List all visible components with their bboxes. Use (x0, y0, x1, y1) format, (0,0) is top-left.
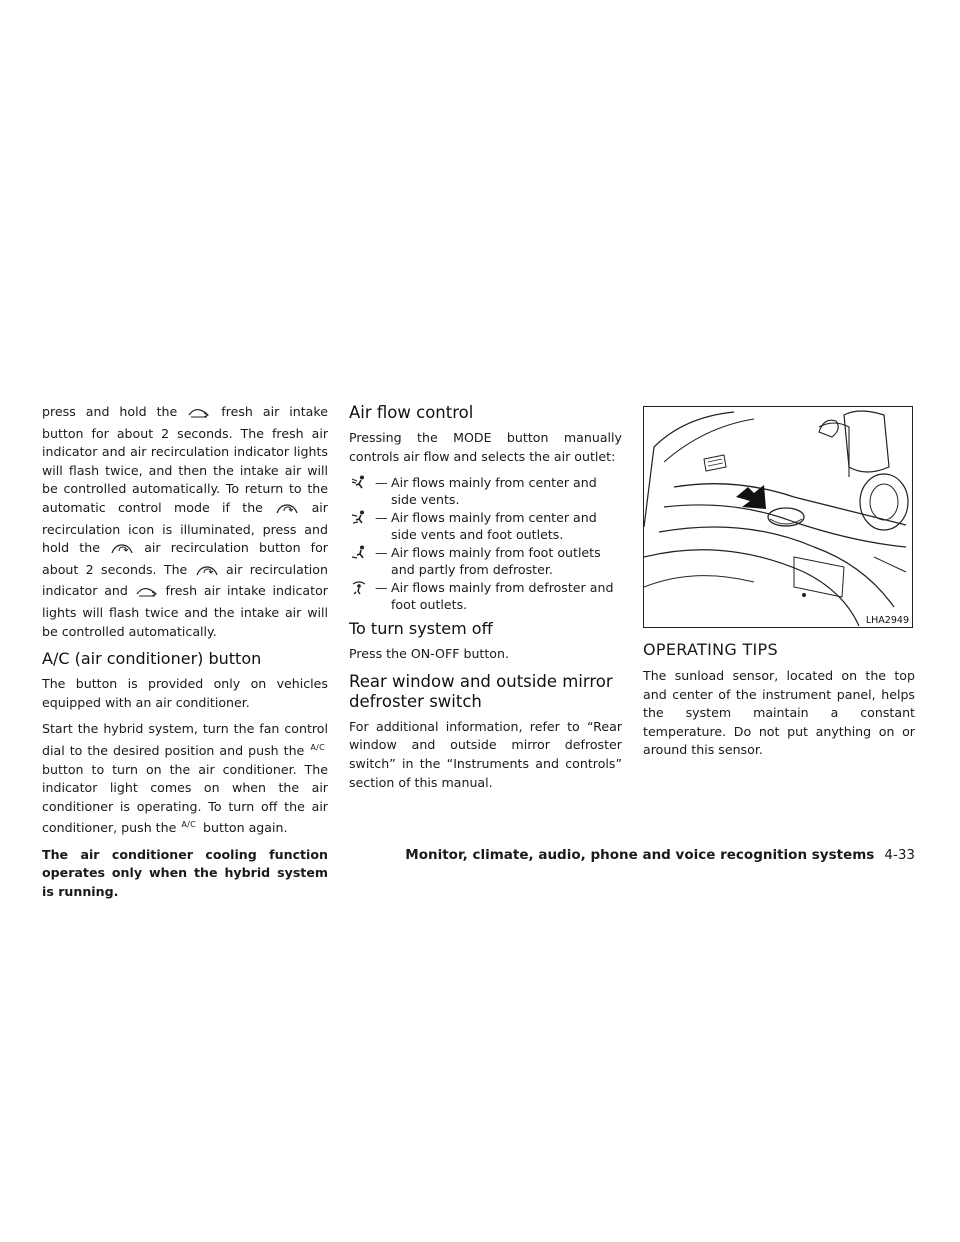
list-item (349, 579, 622, 613)
page-number: 4-33 (884, 847, 915, 863)
text-fragment: air recirculation icon is illuminated, press and hold the (42, 499, 328, 556)
sunload-sensor-figure (643, 406, 913, 628)
column-left (42, 403, 328, 910)
text-fragment: Start the hybrid system, turn the fan control dial to the desired position and push the (42, 721, 328, 758)
intake-paragraph (42, 403, 328, 641)
figure-label: LHA2949 (865, 615, 909, 626)
list-item (349, 544, 622, 578)
foot-mode-icon (349, 544, 375, 578)
text-fragment: air recirculation indicator and (42, 561, 328, 599)
column-right (643, 403, 915, 768)
air-recirculation-icon (196, 564, 218, 583)
mode-description: Air flows mainly from defroster and foot outlets. (391, 580, 614, 613)
airflow-heading: Air flow control (349, 403, 474, 422)
vent-mode-icon (349, 474, 375, 508)
list-item (349, 474, 622, 508)
mode-description: Air flows mainly from center and side vents and foot outlets. (391, 510, 597, 543)
off-text: Press the ON-OFF button. (349, 646, 509, 662)
defrost-foot-mode-icon (349, 579, 375, 613)
fresh-air-icon (136, 585, 158, 604)
ac-icon: A/C (310, 742, 325, 752)
text-fragment: fresh air intake button for about 2 seconds. The fresh air indicator and air recirculation indicator lights will flash twice, and then the intake air will be controlled automatically. To return to the automatic control mode if the (42, 404, 328, 515)
column-middle (349, 403, 622, 800)
mode-description: Air flows mainly from foot outlets and partly from defroster. (391, 545, 601, 578)
airflow-mode-list (349, 474, 622, 613)
text-fragment: button to turn on the air conditioner. The indicator light comes on when the air conditioner is operating. To turn off the air conditioner, push the (42, 761, 328, 836)
rear-defroster-text: For additional information, refer to “Rear window and outside mirror defroster switch” in the “Instruments and controls” section of this manual. (349, 718, 622, 790)
dash: — (375, 580, 388, 596)
bi-level-mode-icon (349, 509, 375, 543)
dash: — (375, 475, 388, 491)
ac-heading: A/C (air conditioner) button (42, 649, 262, 669)
dash: — (375, 510, 388, 526)
page-footer (405, 847, 915, 863)
text-fragment: fresh air intake indicator lights will flash twice and the intake air will be controlled automatically. (42, 583, 328, 639)
footer-section-title: Monitor, climate, audio, phone and voice recognition systems (405, 847, 875, 863)
text-fragment: button again. (203, 820, 288, 836)
air-recirculation-icon (111, 542, 133, 561)
operating-tips-heading: OPERATING TIPS (643, 640, 778, 659)
dashboard-illustration (644, 407, 911, 626)
operating-tips-text: The sunload sensor, located on the top and center of the instrument panel, helps the system maintain a constant temperature. Do not put anything on or around this sensor. (643, 668, 915, 758)
ac-warning: The air conditioner cooling function operates only when the hybrid system is running. (42, 846, 328, 900)
list-item (349, 509, 622, 543)
ac-paragraph-2 (42, 720, 328, 838)
text-fragment: air recirculation button for about 2 seconds. The (42, 540, 328, 577)
off-heading: To turn system off (349, 619, 493, 639)
fresh-air-icon (188, 406, 210, 425)
air-recirculation-icon (276, 502, 298, 521)
ac-paragraph-1: The button is provided only on vehicles equipped with an air conditioner. (42, 676, 328, 710)
airflow-intro: Pressing the MODE button manually controls air flow and selects the air outlet: (349, 430, 622, 464)
dash: — (375, 545, 388, 561)
ac-icon: A/C (181, 820, 197, 830)
text-fragment: press and hold the (42, 404, 178, 419)
mode-description: Air flows mainly from center and side vents. (391, 475, 597, 508)
rear-defroster-heading: Rear window and outside mirror defroster switch (349, 671, 613, 711)
